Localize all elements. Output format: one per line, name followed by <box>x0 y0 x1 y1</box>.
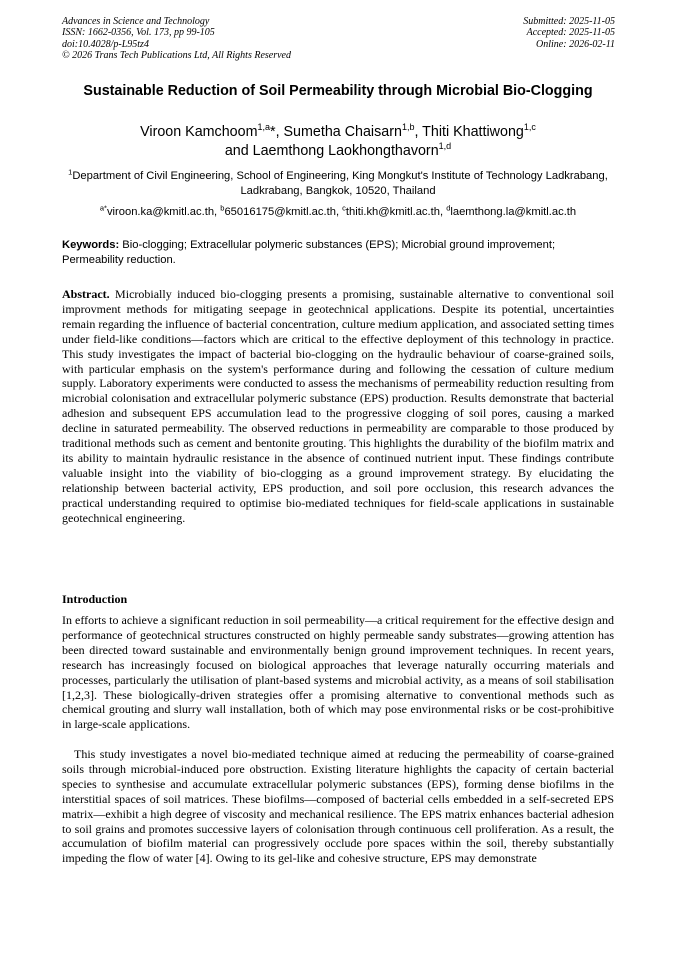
issn-line: ISSN: 1662-0356, Vol. 173, pp 99-105 <box>62 27 215 39</box>
email-address: viroon.ka@kmitl.ac.th, <box>106 206 221 218</box>
keywords-section <box>62 238 614 268</box>
author-list <box>62 123 614 161</box>
author-conjunction: and <box>224 143 253 159</box>
author-separator: , <box>414 124 423 140</box>
email-superscript: b <box>220 203 225 213</box>
journal-name: Advances in Science and Technology <box>62 16 210 27</box>
author-superscript: 1,d <box>438 141 452 152</box>
author-superscript: 1,a <box>257 122 270 133</box>
doi-line: doi:10.4028/p-L95tz4 <box>62 38 149 50</box>
author-superscript: 1,b <box>401 122 415 133</box>
accepted-date: Accepted: 2025-11-05 <box>526 27 615 39</box>
online-date: Online: 2026-02-11 <box>536 38 615 50</box>
email-address: laemthong.la@kmitl.ac.th <box>450 206 577 218</box>
abstract-text: Microbially induced bio-clogging presents a promising, sustainable alternative to conventional soil improvment methods for mitigating seepage in geotechnical applications. Despite its potential, uncertainties remain regarding the influence of bacterial concentration, culture medium application, and associated setting times under field-like conditions—factors which are critical to the effective deployment of this technology in practice. This study investigates the impact of bacterial bio-clogging on the hydraulic behaviour of coarse-grained soils, with particular emphasis on the system's performance during and following the cessation of culture medium supply. Laboratory experiments were conducted to assess the mechanisms of permeability reduction resulting from microbial colonisation and extracellular polymeric substance (EPS) production. Results demonstrate that bacterial adhesion and subsequent EPS accumulation lead to the progressive clogging of soil pores, causing a marked decline in saturated permeability. The observed reductions in permeability are comparable to those produced by traditional methods such as cement and bentonite grouting. This highlights the durability of the biofilm matrix and its ability to maintain hydraulic resistance in the absence of continued nutrient input. These findings contribute valuable insight into the viability of bio-clogging as a ground improvement strategy. By elucidating the relationship between bacterial activity, EPS production, and soil pore occlusion, this research advances the practical understanding required to optimise bio-mediated techniques for field-scale applications in sustainable geotechnical engineering. <box>62 287 614 525</box>
author-superscript: 1,c <box>523 122 536 133</box>
email-address: thiti.kh@kmitl.ac.th, <box>345 206 447 218</box>
abstract-label: Abstract. <box>62 287 110 301</box>
abstract-section <box>62 287 614 526</box>
author-name: Sumetha Chaisarn <box>283 124 402 140</box>
email-superscript: c <box>342 203 346 213</box>
copyright-line: © 2026 Trans Tech Publications Ltd, All Rights Reserved <box>62 50 291 62</box>
publication-dates <box>523 16 615 50</box>
email-superscript: d <box>446 203 451 213</box>
journal-info <box>62 16 291 62</box>
author-name: Thiti Khattiwong <box>422 124 524 140</box>
author-emails <box>62 205 614 220</box>
email-address: 65016175@kmitl.ac.th, <box>224 206 343 218</box>
submitted-date: Submitted: 2025-11-05 <box>523 16 615 27</box>
affiliation-text: Department of Civil Engineering, School of Engineering, King Mongkut's Institute of Technology Ladkrabang, Ladkrabang, Bangkok, 10520, Thailand <box>72 170 608 197</box>
affiliation <box>62 169 614 199</box>
paper-title: Sustainable Reduction of Soil Permeability through Microbial Bio-Clogging <box>83 83 593 99</box>
keywords-label: Keywords: <box>62 239 120 251</box>
keywords-text: Bio-clogging; Extracellular polymeric substances (EPS); Microbial ground improvement; Permeability reduction. <box>62 239 556 266</box>
email-superscript: a* <box>99 203 107 213</box>
author-name: Viroon Kamchoom <box>140 124 258 140</box>
introduction-paragraph: In efforts to achieve a significant reduction in soil permeability—a critical requirement for the effective design and performance of geotechnical structures constructed on highly permeable sandy substrates—growing attention has been directed toward sustainable and environmentally benign ground improvement techniques. In recent years, research has increasingly focused on biological approaches that leverage naturally occurring materials and processes, particularly the utilisation of plant-based systems and microbial activity, as a means of soil stabilisation [1,2,3]. These biologically-driven strategies offer a promising alternative to conventional methods such as chemical grouting and slurry wall installation, both of which may pose environmental risks or be cost-prohibitive in large-scale applications. <box>62 613 614 732</box>
author-name: Laemthong Laokhongthavorn <box>252 143 439 159</box>
affiliation-superscript: 1 <box>68 167 73 177</box>
introduction-heading: Introduction <box>62 592 128 606</box>
author-separator: *, <box>270 124 284 140</box>
introduction-paragraph: This study investigates a novel bio-mediated technique aimed at reducing the permeability of coarse-grained soils through microbial-induced pore obstruction. Existing literature highlights the capacity of certain bacterial species to synthesise and accumulate extracellular polymeric substances (EPS), forming dense biofilms in the interstitial spaces of soil matrices. These biofilms—composed of bacterial cells embedded in a self-secreted EPS matrix—exhibit a high degree of viscosity and mechanical resilience. The EPS matrix enhances bacterial adhesion to soil grains and promotes successive layers of colonisation through continuous cell proliferation. As a result, the accumulation of biofilm material can progressively occlude pore spaces within the soil, thereby substantially impeding the flow of water [4]. Owing to its gel-like and cohesive structure, EPS may demonstrate <box>62 747 614 866</box>
